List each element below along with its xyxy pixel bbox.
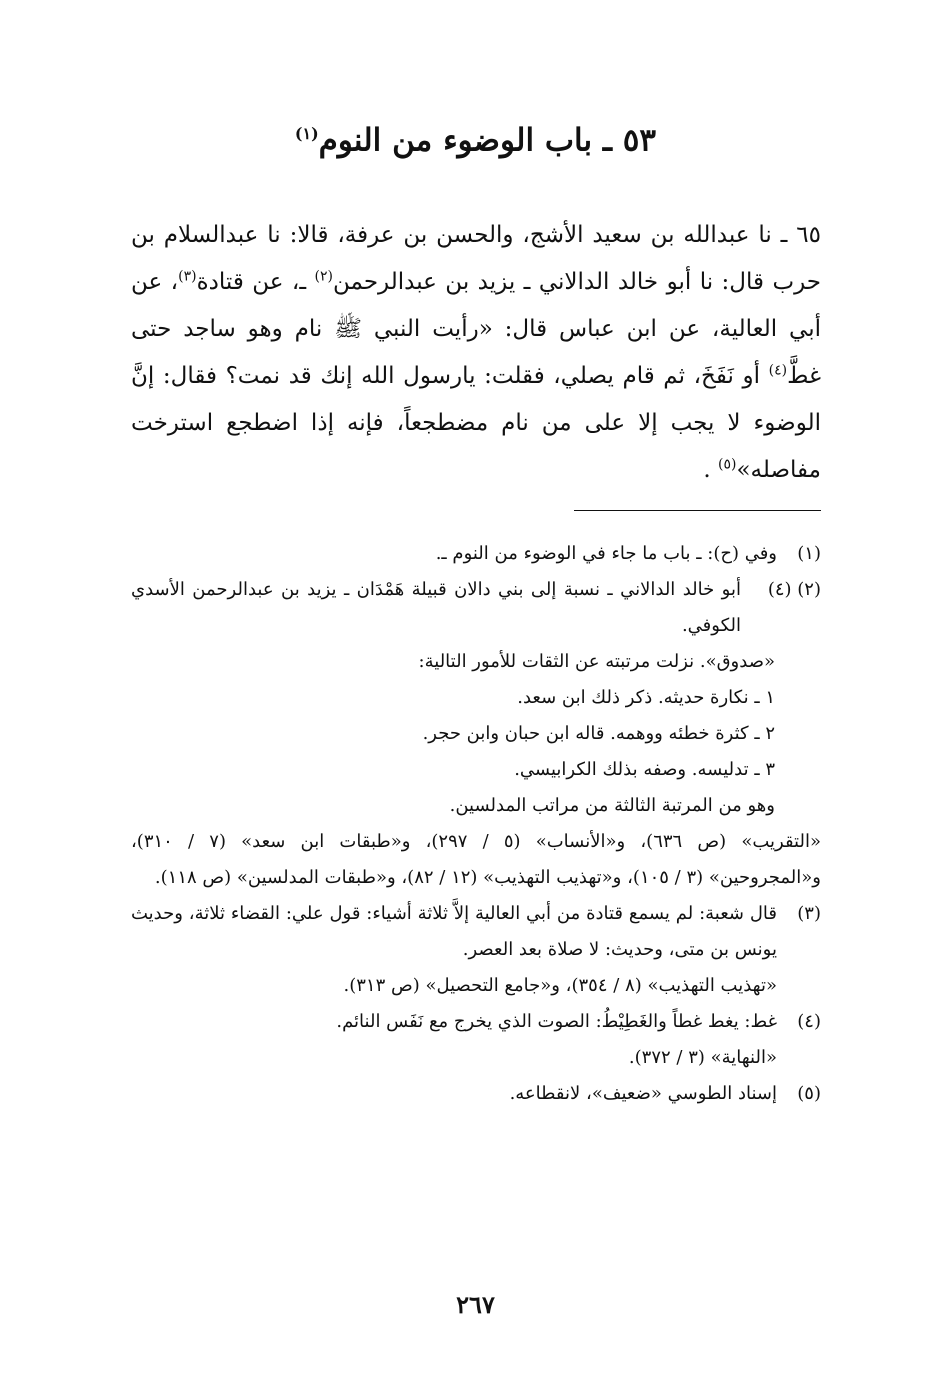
footnote-line: غط: يغط غطاً والغَطِيْطُ: الصوت الذي يخرج مع نَفَس النائم. bbox=[336, 1011, 777, 1032]
footnote-line: «النهاية» (٣ / ٣٧٢). bbox=[628, 1047, 777, 1068]
footnote-ref-2: (٢) bbox=[314, 268, 334, 285]
footnote-line: «صدوق». نزلت مرتبته عن الثقات للأمور التالية: bbox=[418, 651, 775, 672]
footnote-line: أبو خالد الدالاني ـ نسبة إلى بني دالان قبيلة هَمْدَان ـ يزيد بن عبدالرحمن الأسدي الكوفي. bbox=[131, 579, 741, 636]
chapter-title bbox=[100, 108, 851, 166]
footnote-line: «تهذيب التهذيب» (٨ / ٣٥٤)، و«جامع التحصيل» (ص ٣١٣). bbox=[343, 975, 777, 996]
page-number: ٢٦٧ bbox=[456, 1290, 495, 1319]
footnote-line: ٢ ـ كثرة خطئه ووهمه. قاله ابن حبان وابن حجر. bbox=[422, 723, 775, 744]
footnote-line: وفي (ح): ـ باب ما جاء في الوضوء من النوم ـ. bbox=[435, 543, 777, 564]
footnote-line: إسناد الطوسي «ضعيف»، لانقطاعه. bbox=[509, 1083, 777, 1104]
hadith-segment: ٦٥ ـ نا عبدالله بن سعيد الأشج، والحسن بن عرفة، قالا: نا عبدالسلام بن حرب قال: نا أبو خالد الدالاني ـ يزيد بن عبدالرحمن bbox=[131, 222, 822, 295]
footnote-line: وهو من المرتبة الثالثة من مراتب المدلسين. bbox=[449, 795, 775, 816]
footnote-number: (٥) bbox=[797, 1083, 821, 1104]
footnote-line: «التقريب» (ص ٦٣٦)، و«الأنساب» (٥ / ٢٩٧)، و«طبقات ابن سعد» (٧ / ٣١٠)، و«المجروحين» (٣ / ١٠٥)، و«تهذيب التهذيب» (١٢ / ٨٢)، و«طبقات المدلسين» (ص ١١٨). bbox=[131, 831, 821, 888]
footnote-line: ١ ـ نكارة حديثه. ذكر ذلك ابن سعد. bbox=[517, 687, 775, 708]
footnote-4 bbox=[131, 1004, 821, 1076]
hadith-segment: ، عن أبي العالية، عن ابن عباس قال: «رأيت النبي ﷺ نام وهو ساجد حتى غطَّ bbox=[131, 269, 821, 389]
footnote-number: (٣) bbox=[797, 903, 821, 924]
footnote-ref-5: (٥) bbox=[718, 456, 737, 473]
footnote-2-4 bbox=[131, 572, 821, 896]
hadith-paragraph bbox=[131, 212, 821, 494]
hadith-text bbox=[131, 212, 821, 494]
footnote-number: (٢) (٤) bbox=[767, 579, 821, 600]
footnote-divider bbox=[574, 510, 821, 511]
footnote-ref-4: (٤) bbox=[768, 362, 788, 379]
hadith-segment: أو نَفَخَ، ثم قام يصلي، فقلت: يارسول الله إنك قد نمت؟ فقال: إنَّ الوضوء لا يجب إلا على من نام مضطجعاً، فإنه إذا اضطجع استرخت مفاصله» bbox=[131, 363, 821, 483]
footnote-ref-1: (١) bbox=[294, 124, 319, 143]
footnote-5 bbox=[131, 1076, 821, 1112]
hadith-segment: ـ، عن قتادة bbox=[196, 269, 307, 295]
hadith-segment: . bbox=[703, 457, 719, 483]
footnote-ref-3: (٣) bbox=[178, 268, 197, 285]
footnote-3 bbox=[131, 896, 821, 1004]
footnote-line: ٣ ـ تدليسه. وصفه بذلك الكرابيسي. bbox=[514, 759, 775, 780]
footnote-line: قال شعبة: لم يسمع قتادة من أبي العالية إلاَّ ثلاثة أشياء: قول علي: القضاء ثلاثة، وحديث يونس بن متى، وحديث: لا صلاة بعد العصر. bbox=[131, 903, 777, 960]
chapter-title-text: ٥٣ ـ باب الوضوء من النوم bbox=[318, 122, 657, 159]
footnote-number: (٤) bbox=[797, 1011, 821, 1032]
footnote-number: (١) bbox=[797, 543, 821, 564]
footnote-1 bbox=[131, 536, 821, 572]
footnotes bbox=[131, 536, 821, 1112]
